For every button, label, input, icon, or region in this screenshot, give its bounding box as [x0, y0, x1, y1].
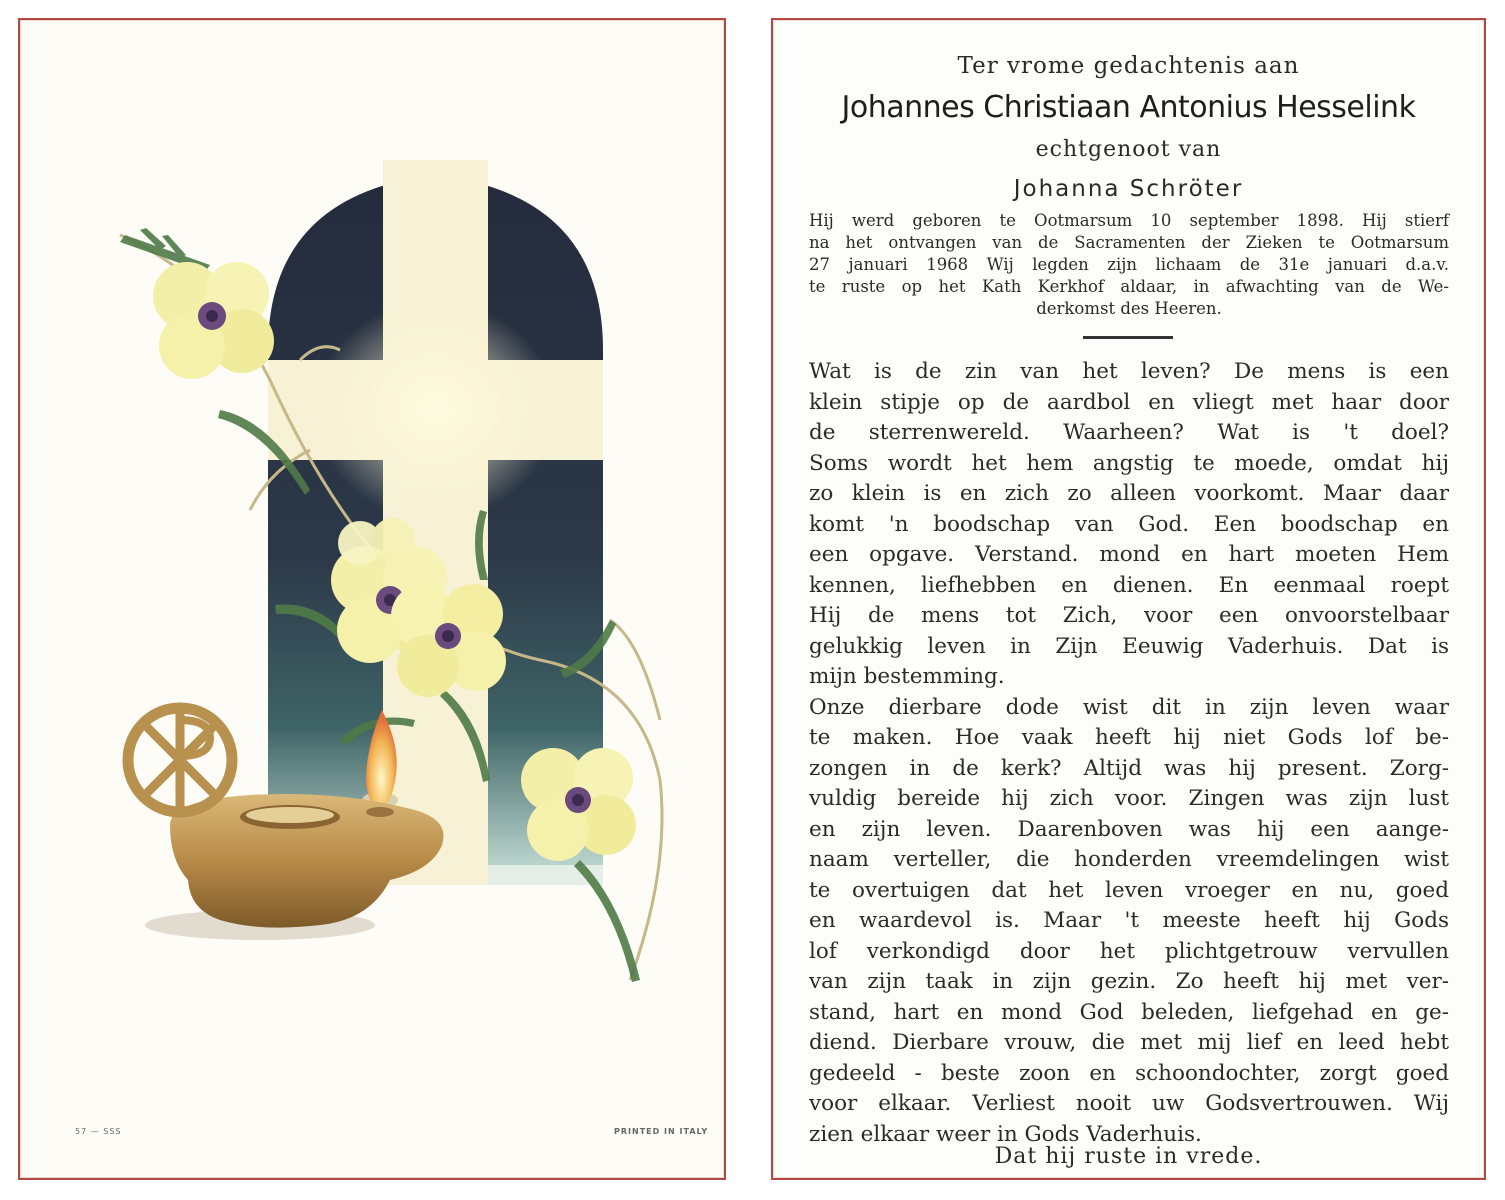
- spouse-of-label: echtgenoot van: [1035, 137, 1222, 162]
- print-code: 57 — SSS: [75, 1127, 122, 1136]
- memorial-text: [809, 357, 1449, 1150]
- text-line: voor elkaar. Verliest nooit uw Godsvertrouwen. Wij: [809, 1091, 1449, 1116]
- text-line: een opgave. Verstand. mond en hart moeten Hem: [809, 542, 1449, 567]
- devotional-illustration: [20, 20, 724, 1178]
- text-line: komt 'n boodschap van God. Een boodschap en: [809, 511, 1449, 537]
- text-line: zien elkaar weer in Gods Vaderhuis.: [809, 1121, 1202, 1147]
- text-line: Wat is de zin van het leven? De mens is een: [809, 359, 1449, 384]
- text-line: gedeeld - beste zoon en schoondochter, zorgt goed: [809, 1060, 1449, 1086]
- memorial-card-front: [18, 18, 726, 1180]
- text-line: en zijn leven. Daarenboven was hij een aange-: [809, 816, 1449, 842]
- text-line: mijn bestemming.: [809, 664, 1005, 689]
- bio-line: na het ontvangen van de Sacramenten der Zieken te Ootmarsum: [809, 233, 1449, 252]
- text-line: Onze dierbare dode wist dit in zijn leven waar: [809, 694, 1449, 720]
- text-line: te maken. Hoe vaak heeft hij niet Gods lof be-: [809, 725, 1449, 750]
- text-line: en waardevol is. Maar 't meeste heeft hij Gods: [809, 908, 1449, 933]
- text-line: lof verkondigd door het plichtgetrouw vervullen: [809, 938, 1449, 964]
- text-line: de sterrenwereld. Waarheen? Wat is 't doel?: [809, 420, 1449, 445]
- spouse-name: Johanna Schröter: [1013, 176, 1244, 202]
- deceased-name: Johannes Christiaan Antonius Hesselink: [841, 90, 1416, 125]
- text-line: te overtuigen dat het leven vroeger en nu, goed: [809, 877, 1449, 903]
- bio-line: Hij werd geboren te Ootmarsum 10 september 1898. Hij stierf: [809, 211, 1449, 230]
- bio-line: te ruste op het Kath Kerkhof aldaar, in afwachting van de We-: [809, 277, 1449, 296]
- text-line: gelukkig leven in Zijn Eeuwig Vaderhuis. Dat is: [809, 633, 1449, 659]
- text-line: zo klein is en zich zo alleen voorkomt. Maar daar: [809, 481, 1449, 506]
- closing-line: Dat hij ruste in vrede.: [994, 1144, 1263, 1169]
- bio-line: derkomst des Heeren.: [1036, 299, 1222, 318]
- bio-line: 27 januari 1968 Wij legden zijn lichaam de 31e januari d.a.v.: [809, 255, 1449, 274]
- text-line: zongen in de kerk? Altijd was hij present. Zorg-: [809, 755, 1449, 781]
- text-line: naam verteller, die honderden vreemdelingen wist: [809, 847, 1449, 872]
- text-line: stand, hart en mond God beleden, liefgehad en ge-: [809, 999, 1449, 1025]
- text-line: vuldig bereide hij zich voor. Zingen was zijn lust: [809, 786, 1449, 811]
- text-line: diend. Dierbare vrouw, die met mij lief en leed hebt: [809, 1030, 1449, 1055]
- text-line: Soms wordt het hem angstig te moede, omdat hij: [809, 450, 1449, 476]
- intro-line: Ter vrome gedachtenis aan: [957, 53, 1300, 79]
- printed-in-label: PRINTED IN ITALY: [614, 1127, 709, 1136]
- biography: [809, 210, 1449, 320]
- text-line: van zijn taak in zijn gezin. Zo heeft hij met ver-: [809, 969, 1449, 994]
- text-line: klein stipje op de aardbol en vliegt met haar door: [809, 389, 1449, 415]
- memorial-card-text: [771, 18, 1486, 1180]
- text-line: kennen, liefhebben en dienen. En eenmaal roept: [809, 572, 1449, 598]
- divider-rule: [1083, 336, 1173, 339]
- chi-rho-symbol-icon: [128, 708, 232, 812]
- text-line: Hij de mens tot Zich, voor een onvoorstelbaar: [809, 603, 1449, 628]
